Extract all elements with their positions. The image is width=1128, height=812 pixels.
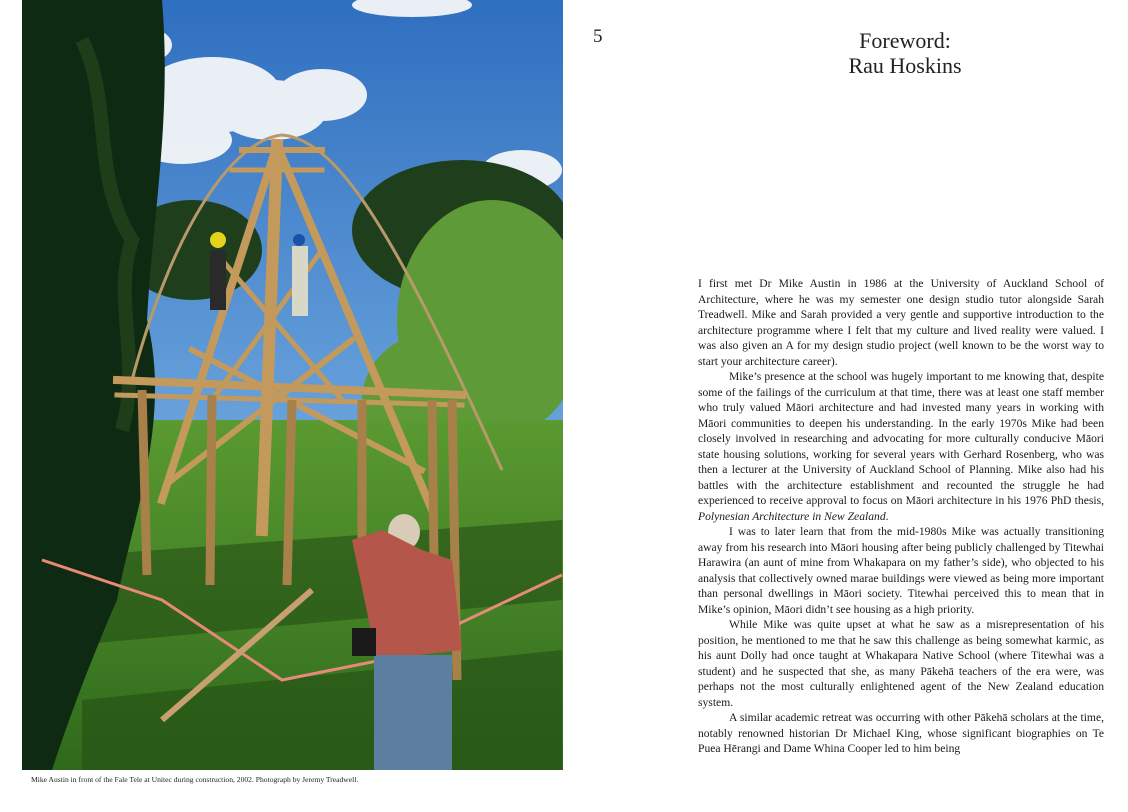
- paragraph-5: A similar academic retreat was occurring with other Pākehā scholars at the time, notably renowned historian Dr Michael King, whose significant biographies on Te Puea Hērangi and Dame Whina Cooper led to him being: [698, 711, 1104, 755]
- construction-photo: [22, 0, 563, 770]
- photo-caption: Mike Austin in front of the Fale Tele at Unitec during construction, 2002. Photograph by Jeremy Treadwell.: [31, 775, 359, 784]
- paragraph-2-end: .: [885, 509, 889, 523]
- foreword-title: [780, 28, 1030, 78]
- page-number: 5: [593, 26, 603, 47]
- paragraph-2: [698, 369, 1104, 524]
- paragraph-3: I was to later learn that from the mid-1980s Mike was actually transitioning away from his research into Māori housing after being publicly challenged by Titewhai Harawira (an aunt of mine from Whakapara on my father’s side), who objected to his analysis that collectively owned marae buildings were viewed as being more important than personal dwellings in Māori society. Titewhai perceived this to mean that in Mike’s opinion, Māori didn’t see housing as a high priority.: [698, 525, 1104, 616]
- thesis-title: Polynesian Architecture in New Zealand: [698, 509, 886, 523]
- title-line-1: Foreword:: [859, 28, 951, 53]
- title-line-2: Rau Hoskins: [848, 53, 962, 78]
- paragraph-1: I first met Dr Mike Austin in 1986 at the University of Auckland School of Architecture, where he was my semester one design studio tutor alongside Sarah Treadwell. Mike and Sarah provided a very gentle and supportive introduction to the architecture programme where I felt that my culture and lived reality were valued. I was also given an A for my design studio project (well known to be the worst way to start your architecture career).: [698, 277, 1104, 368]
- paragraph-2-text: Mike’s presence at the school was hugely important to me knowing that, despite some of the failings of the curriculum at that time, there was at least one staff member who truly valued Māori architecture and had invested many years in working with Māori communities to deepen his understanding. In the early 1970s Mike had been closely involved in researching and advocating for more culturally conducive Māori state housing solutions, working for several years with Gerhard Rosenberg, who was then a lecturer at the University of Auckland School of Planning. Mike also had his battles with the architecture establishment and recounted the struggle he had experienced to receive approval to focus on Māori architecture in his 1976 PhD thesis,: [698, 370, 1104, 507]
- foreword-body: [698, 276, 1104, 757]
- paragraph-4: While Mike was quite upset at what he saw as a misrepresentation of his position, he mentioned to me that he saw this challenge as being somewhat karmic, as his aunt Dolly had once taught at Whakapara Native School (where Titewhai was a student) and he suspected that she, as many Pākehā teachers of the era were, was perhaps not the most culturally enlightened agent of the New Zealand education system.: [698, 618, 1104, 709]
